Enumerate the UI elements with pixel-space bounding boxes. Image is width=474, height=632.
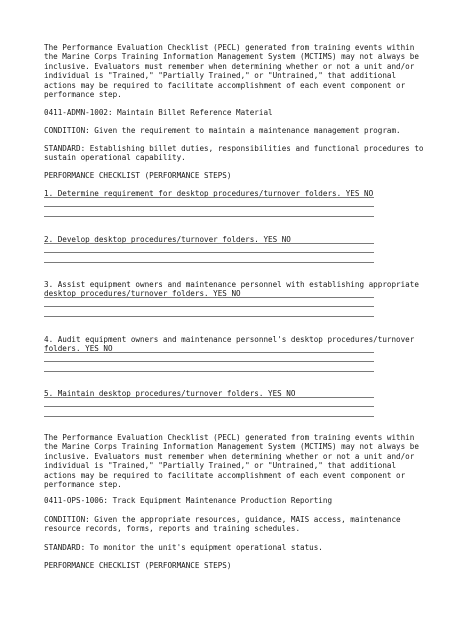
step-3-answer-lines: [44, 297, 374, 325]
answer-line: [44, 216, 374, 217]
standard-text: STANDARD: Establishing billet duties, responsibilities and functional procedures to sustain operational capability.: [44, 144, 424, 163]
answer-line: [44, 406, 374, 407]
checklist-heading: PERFORMANCE CHECKLIST (PERFORMANCE STEPS): [44, 561, 232, 570]
answer-line: [44, 397, 374, 398]
step-4-answer-lines: [44, 352, 374, 380]
answer-line: [44, 262, 374, 263]
step-5-answer-lines: [44, 397, 374, 425]
step-4-text: 4. Audit equipment owners and maintenance personnel's desktop procedures/turnover folders. YES NO: [44, 335, 415, 354]
answer-line: [44, 316, 374, 317]
step-1-text: 1. Determine requirement for desktop procedures/turnover folders. YES NO: [44, 189, 374, 198]
condition-text: CONDITION: Given the appropriate resources, guidance, MAIS access, maintenance resource records, forms, reports and training schedules.: [44, 515, 401, 534]
pecl-intro-paragraph: The Performance Evaluation Checklist (PECL) generated from training events within the Marine Corps Training Information Management System (MCTIMS) may not always be inclusive. Evaluators must remember when determining whether or not a unit and/or individual is "Trained," "Partially Trained," or "Untrained," that additional actions may be required to facilitate accomplishment of each event component or performance step.: [44, 43, 419, 100]
step-1-answer-lines: [44, 197, 374, 225]
answer-line: [44, 197, 374, 198]
condition-text: CONDITION: Given the requirement to maintain a maintenance management program.: [44, 126, 401, 135]
step-5-text: 5. Maintain desktop procedures/turnover folders. YES NO: [44, 389, 296, 398]
answer-line: [44, 252, 374, 253]
answer-line: [44, 243, 374, 244]
step-3-text: 3. Assist equipment owners and maintenance personnel with establishing appropriate desktop procedures/turnover folders. YES NO: [44, 280, 419, 299]
step-2-answer-lines: [44, 243, 374, 271]
answer-line: [44, 371, 374, 372]
event-title: 0411-ADMN-1002: Maintain Billet Reference Material: [44, 108, 273, 117]
answer-line: [44, 361, 374, 362]
answer-line: [44, 416, 374, 417]
checklist-heading: PERFORMANCE CHECKLIST (PERFORMANCE STEPS): [44, 171, 232, 180]
step-2-text: 2. Develop desktop procedures/turnover folders. YES NO: [44, 235, 291, 244]
event-title: 0411-OPS-1006: Track Equipment Maintenance Production Reporting: [44, 496, 333, 505]
answer-line: [44, 306, 374, 307]
standard-text: STANDARD: To monitor the unit's equipment operational status.: [44, 543, 323, 552]
answer-line: [44, 297, 374, 298]
pecl-intro-paragraph: The Performance Evaluation Checklist (PECL) generated from training events within the Marine Corps Training Information Management System (MCTIMS) may not always be inclusive. Evaluators must remember when determining whether or not a unit and/or individual is "Trained," "Partially Trained," or "Untrained," that additional actions may be required to facilitate accomplishment of each event component or performance step.: [44, 433, 419, 490]
answer-line: [44, 352, 374, 353]
answer-line: [44, 206, 374, 207]
